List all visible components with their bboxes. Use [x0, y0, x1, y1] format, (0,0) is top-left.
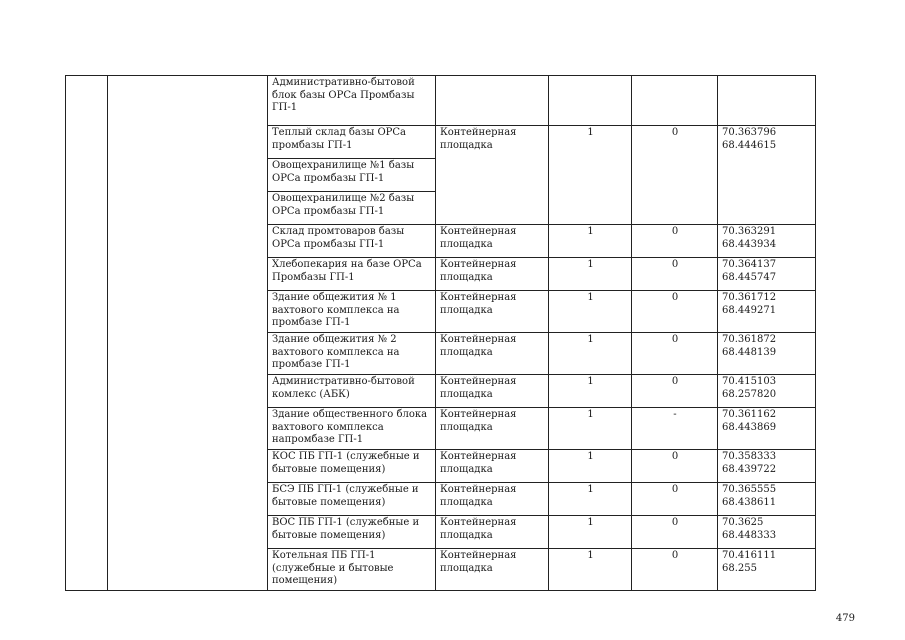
longitude-text: 68.443934 — [722, 238, 777, 250]
site-type-cell: Контейнерная площадка — [436, 483, 549, 516]
longitude-text: 68.438611 — [722, 496, 777, 508]
index-cell — [66, 76, 108, 591]
site-type-cell: Контейнерная площадка — [436, 258, 549, 291]
count-cell: 1 — [549, 516, 632, 549]
value-cell: 0 — [632, 375, 718, 408]
table-row — [66, 76, 816, 126]
object-name-cell: Овощехранилище №1 базы ОРСа промбазы ГП-1 — [268, 159, 436, 192]
coordinates-cell — [718, 408, 816, 450]
object-name-cell: Административно-бытовой блок базы ОРСа Промбазы ГП-1 — [268, 76, 436, 126]
value-cell: 0 — [632, 549, 718, 591]
count-cell: 1 — [549, 408, 632, 450]
count-cell: 1 — [549, 450, 632, 483]
group-cell — [108, 76, 268, 591]
site-type-cell: Контейнерная площадка — [436, 291, 549, 333]
value-cell: 0 — [632, 225, 718, 258]
site-type-cell: Контейнерная площадка — [436, 375, 549, 408]
longitude-text: 68.445747 — [722, 271, 777, 283]
value-cell: 0 — [632, 483, 718, 516]
value-cell — [632, 76, 718, 126]
value-cell: 0 — [632, 333, 718, 375]
waste-sites-table — [65, 75, 816, 591]
longitude-text: 68.257820 — [722, 388, 777, 400]
object-name-cell: ВОС ПБ ГП-1 (служебные и бытовые помещения) — [268, 516, 436, 549]
site-type-cell: Контейнерная площадка — [436, 333, 549, 375]
longitude-text: 68.448333 — [722, 529, 777, 541]
coordinates-cell — [718, 483, 816, 516]
site-type-cell: Контейнерная площадка — [436, 126, 549, 225]
site-type-cell — [436, 76, 549, 126]
object-name-cell: КОС ПБ ГП-1 (служебные и бытовые помещения) — [268, 450, 436, 483]
coordinates-cell — [718, 549, 816, 591]
coordinates-cell — [718, 291, 816, 333]
object-name-cell: Здание общежития № 1 вахтового комплекса на промбазе ГП-1 — [268, 291, 436, 333]
latitude-text: 70.365555 — [722, 484, 777, 495]
count-cell: 1 — [549, 483, 632, 516]
object-name-cell: Здание общественного блока вахтового комплекса напромбазе ГП-1 — [268, 408, 436, 450]
latitude-text: 70.363291 — [722, 226, 777, 237]
coordinates-cell — [718, 76, 816, 126]
longitude-text: 68.444615 — [722, 139, 777, 151]
site-type-cell: Контейнерная площадка — [436, 450, 549, 483]
longitude-text: 68.255 — [722, 562, 757, 574]
latitude-text: 70.364137 — [722, 259, 777, 270]
longitude-text: 68.448139 — [722, 346, 777, 358]
longitude-text: 68.443869 — [722, 421, 777, 433]
object-name-cell: Административно-бытовой комлекс (АБК) — [268, 375, 436, 408]
coordinates-cell — [718, 126, 816, 225]
value-cell: 0 — [632, 126, 718, 225]
object-name-cell: Овощехранилище №2 базы ОРСа промбазы ГП-1 — [268, 192, 436, 225]
site-type-cell: Контейнерная площадка — [436, 549, 549, 591]
coordinates-cell — [718, 333, 816, 375]
latitude-text: 70.363796 — [722, 127, 777, 138]
site-type-cell: Контейнерная площадка — [436, 408, 549, 450]
object-name-cell: Котельная ПБ ГП-1 (служебные и бытовые помещения) — [268, 549, 436, 591]
object-name-cell: Здание общежития № 2 вахтового комплекса на промбазе ГП-1 — [268, 333, 436, 375]
value-cell: - — [632, 408, 718, 450]
longitude-text: 68.439722 — [722, 463, 777, 475]
coordinates-cell — [718, 225, 816, 258]
count-cell: 1 — [549, 333, 632, 375]
latitude-text: 70.361712 — [722, 292, 777, 303]
page-number: 479 — [835, 613, 855, 624]
coordinates-cell — [718, 258, 816, 291]
latitude-text: 70.415103 — [722, 376, 777, 387]
latitude-text: 70.416111 — [722, 550, 777, 561]
count-cell: 1 — [549, 225, 632, 258]
object-name-cell: Склад промтоваров базы ОРСа промбазы ГП-1 — [268, 225, 436, 258]
site-type-cell: Контейнерная площадка — [436, 225, 549, 258]
site-type-cell: Контейнерная площадка — [436, 516, 549, 549]
latitude-text: 70.358333 — [722, 451, 777, 462]
object-name-cell: БСЭ ПБ ГП-1 (служебные и бытовые помещения) — [268, 483, 436, 516]
count-cell: 1 — [549, 291, 632, 333]
value-cell: 0 — [632, 450, 718, 483]
count-cell: 1 — [549, 375, 632, 408]
longitude-text: 68.449271 — [722, 304, 777, 316]
count-cell: 1 — [549, 549, 632, 591]
count-cell — [549, 76, 632, 126]
latitude-text: 70.361162 — [722, 409, 777, 420]
count-cell: 1 — [549, 258, 632, 291]
coordinates-cell — [718, 375, 816, 408]
coordinates-cell — [718, 516, 816, 549]
object-name-cell: Теплый склад базы ОРСа промбазы ГП-1 — [268, 126, 436, 159]
value-cell: 0 — [632, 258, 718, 291]
latitude-text: 70.361872 — [722, 334, 777, 345]
object-name-cell: Хлебопекария на базе ОРСа Промбазы ГП-1 — [268, 258, 436, 291]
coordinates-cell — [718, 450, 816, 483]
count-cell: 1 — [549, 126, 632, 225]
value-cell: 0 — [632, 516, 718, 549]
latitude-text: 70.3625 — [722, 517, 764, 528]
value-cell: 0 — [632, 291, 718, 333]
